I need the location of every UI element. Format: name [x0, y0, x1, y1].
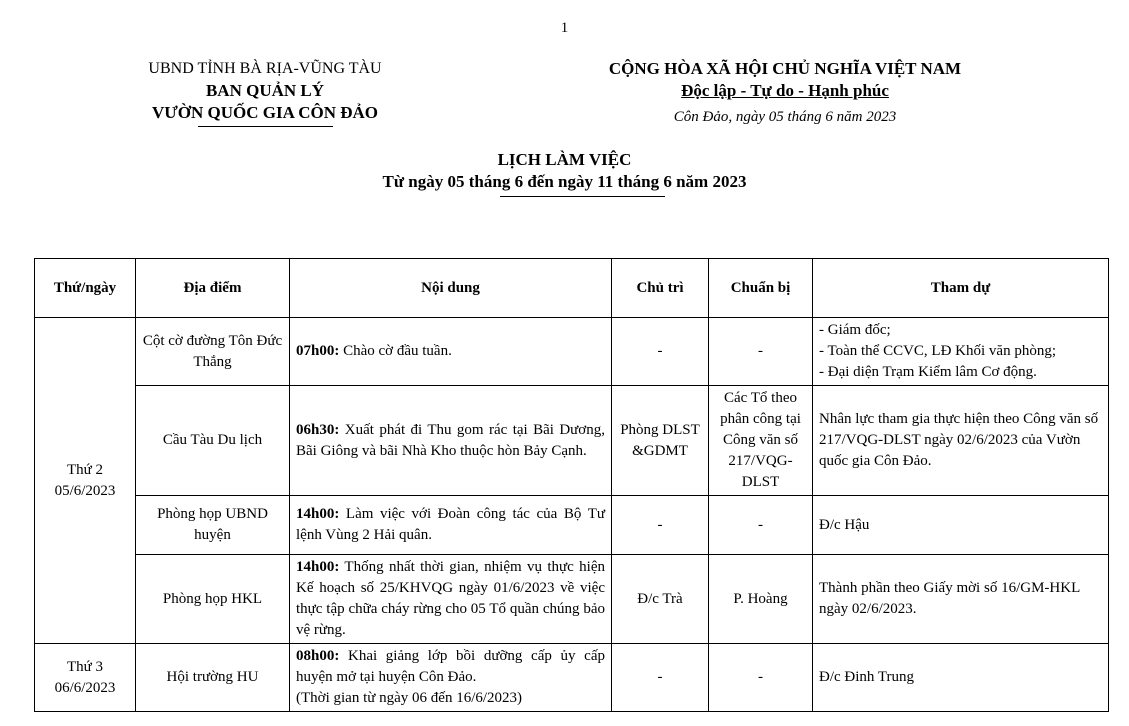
national-title: CỘNG HÒA XÃ HỘI CHỦ NGHĨA VIỆT NAM: [608, 59, 962, 78]
agency-name: VƯỜN QUỐC GIA CÔN ĐẢO: [151, 103, 379, 122]
header-prepare: Chuẩn bị: [709, 259, 813, 318]
place-cell: Cầu Tàu Du lịch: [136, 386, 290, 496]
prepare-cell: -: [709, 496, 813, 555]
attend-cell: Đ/c Đinh Trung: [813, 644, 1109, 712]
content-cell: [290, 644, 612, 712]
content-text: Khai giảng lớp bồi dưỡng cấp ủy cấp huyện mở tại huyện Côn Đảo.: [296, 648, 605, 685]
header-day: Thứ/ngày: [35, 259, 136, 318]
prepare-cell: P. Hoàng: [709, 555, 813, 644]
time-label: 06h30:: [296, 421, 340, 438]
prepare-cell: -: [709, 318, 813, 386]
table-header-row: [35, 259, 1109, 318]
national-header: [560, 58, 1010, 128]
day-cell-tuesday: [35, 644, 136, 712]
chair-cell: Đ/c Trà: [612, 555, 709, 644]
table-row: [35, 496, 1109, 555]
national-motto: Độc lập - Tự do - Hạnh phúc: [681, 81, 889, 100]
agency-province: UBND TỈNH BÀ RỊA-VŨNG TÀU: [148, 60, 382, 77]
content-text: Chào cờ đầu tuần.: [339, 343, 452, 359]
day-name: Thứ 2: [66, 461, 104, 478]
header-content: Nội dung: [290, 259, 612, 318]
table-row: [35, 318, 1109, 386]
title-main: LỊCH LÀM VIỆC: [497, 150, 632, 169]
chair-cell: -: [612, 496, 709, 555]
chair-cell: Phòng DLST&GDMT: [612, 386, 709, 496]
attend-cell: Đ/c Hậu: [813, 496, 1109, 555]
time-label: 14h00:: [296, 559, 340, 575]
page-number: 1: [560, 20, 569, 36]
header-attend: Tham dự: [813, 259, 1109, 318]
attend-cell: [813, 318, 1109, 386]
content-cell: [290, 496, 612, 555]
document-title: [0, 149, 1129, 193]
place-cell: Phòng họp UBND huyện: [136, 496, 290, 555]
place-cell: Phòng họp HKL: [136, 555, 290, 644]
attend-line: - Giám đốc;: [819, 322, 891, 338]
agency-board: BAN QUẢN LÝ: [205, 81, 325, 100]
chair-cell: -: [612, 644, 709, 712]
title-underline: [500, 196, 665, 197]
chair-cell: -: [612, 318, 709, 386]
attend-line: - Toàn thể CCVC, LĐ Khối văn phòng;: [819, 343, 1056, 359]
attend-line: - Đại diện Trạm Kiểm lâm Cơ động.: [819, 364, 1037, 380]
attend-cell: Nhân lực tham gia thực hiện theo Công văn số 217/VQG-DLST ngày 02/6/2023 của Vườn quốc gia Côn Đảo.: [813, 386, 1109, 496]
agency-underline: [198, 126, 333, 127]
table-row: [35, 644, 1109, 712]
place-cell: Hội trường HU: [136, 644, 290, 712]
day-cell-monday: [35, 318, 136, 644]
document-date: Côn Đảo, ngày 05 tháng 6 năm 2023: [673, 109, 897, 125]
prepare-cell: Các Tổ theo phân công tại Công văn số 217/VQG-DLST: [709, 386, 813, 496]
attend-cell: Thành phần theo Giấy mời số 16/GM-HKL ngày 02/6/2023.: [813, 555, 1109, 644]
prepare-cell: -: [709, 644, 813, 712]
content-text: Xuất phát đi Thu gom rác tại Bãi Dương, Bãi Giông và bãi Nhà Kho thuộc hòn Bảy Cạnh.: [296, 421, 605, 459]
schedule-table: [34, 258, 1109, 712]
content-cell: [290, 555, 612, 644]
content-text: Thống nhất thời gian, nhiệm vụ thực hiện Kế hoạch số 25/KHVQG ngày 01/6/2023 về việc thực tập chữa cháy rừng cho 05 Tổ quần chúng bảo vệ rừng.: [296, 559, 605, 638]
table-row: [35, 555, 1109, 644]
table-row: [35, 386, 1109, 496]
content-cell: [290, 318, 612, 386]
header-chair: Chủ trì: [612, 259, 709, 318]
time-label: 14h00:: [296, 506, 340, 522]
time-label: 07h00:: [296, 343, 340, 359]
time-label: 08h00:: [296, 648, 340, 664]
content-note: (Thời gian từ ngày 06 đến 16/6/2023): [296, 690, 523, 706]
agency-header: [110, 58, 420, 124]
place-cell: Cột cờ đường Tôn Đức Thắng: [136, 318, 290, 386]
day-date: 05/6/2023: [54, 482, 116, 499]
header-place: Địa điểm: [136, 259, 290, 318]
content-text: Làm việc với Đoàn công tác của Bộ Tư lệnh Vùng 2 Hải quân.: [296, 506, 605, 543]
content-cell: [290, 386, 612, 496]
title-period: Từ ngày 05 tháng 6 đến ngày 11 tháng 6 năm 2023: [382, 172, 747, 191]
day-date: 06/6/2023: [54, 679, 116, 696]
day-name: Thứ 3: [66, 658, 104, 675]
